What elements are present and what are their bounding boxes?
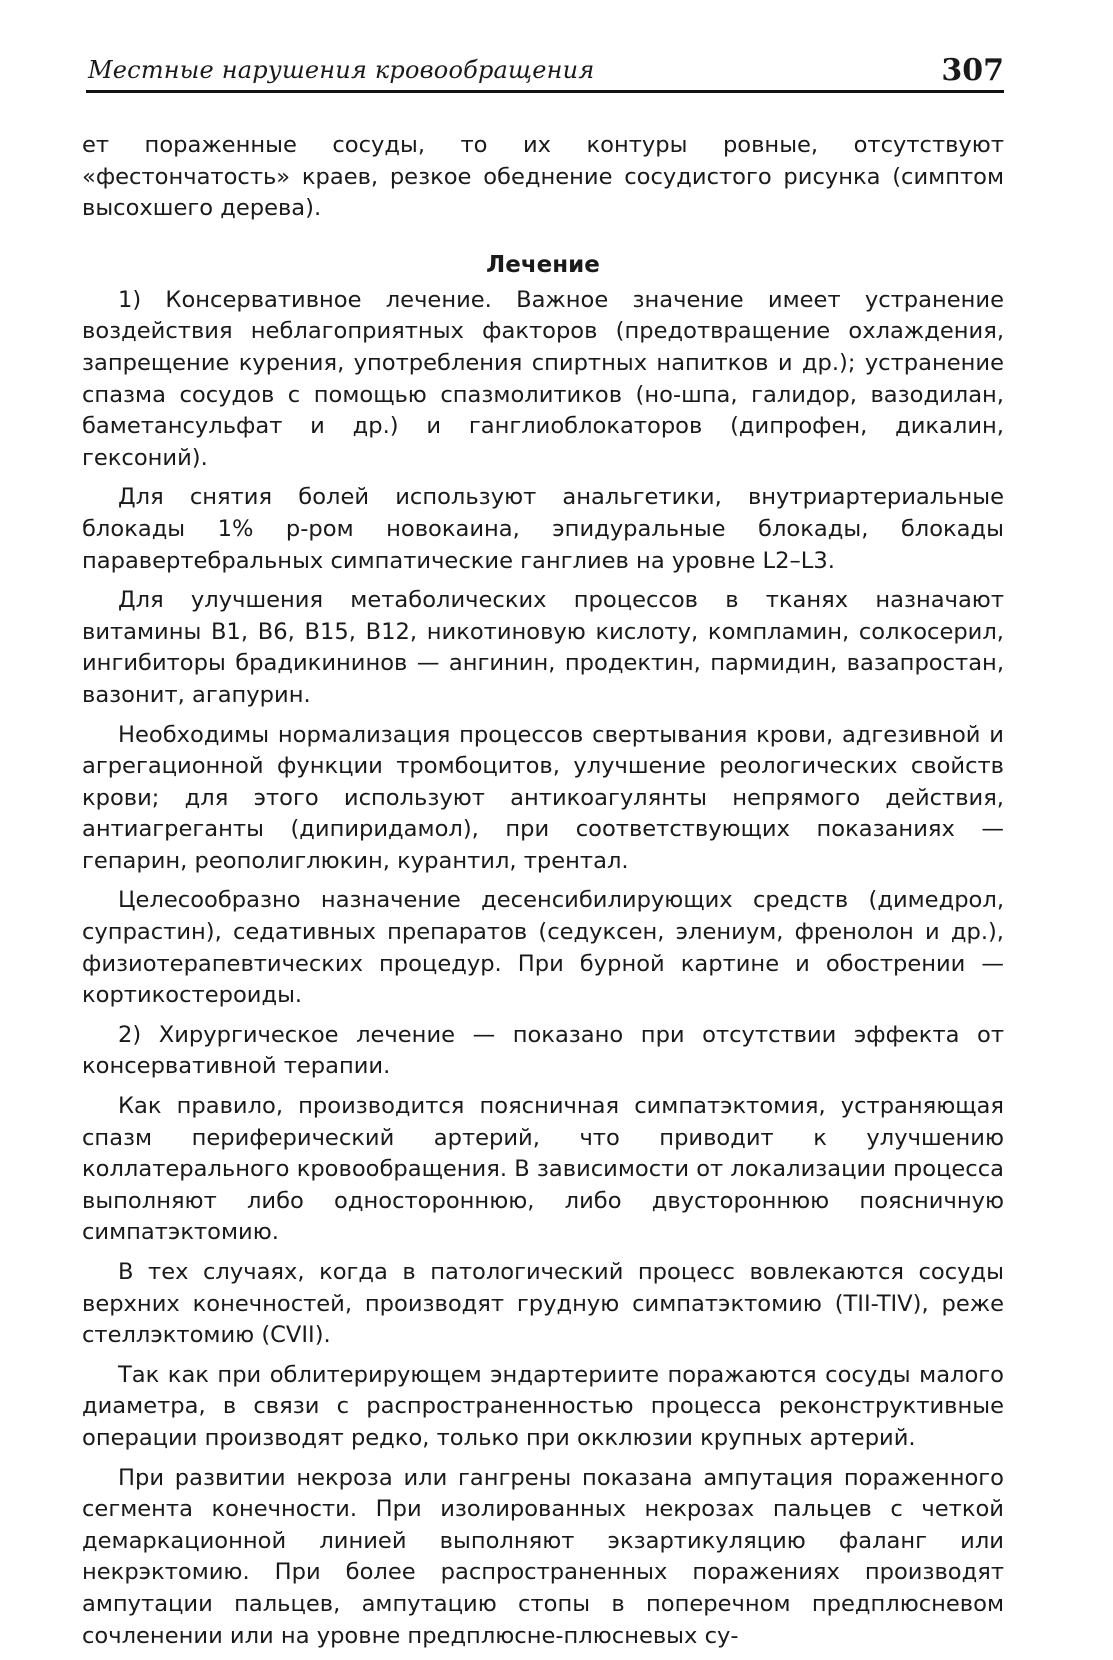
paragraph: В тех случаях, когда в патологический процесс вовлекаются сосуды верхних конечностей, производят грудную симпатэктомию (TII-TIV), реже стеллэктомию (CVII). <box>82 1259 1004 1349</box>
running-title: Местные нарушения кровообращения <box>88 56 595 84</box>
paragraph: Для улучшения метаболических процессов в тканях назначают витамины B1, B6, B15, B12, никотиновую кислоту, компламин, солкосерил, ингибиторы брадикининов — ангинин, продектин, пармидин, вазапростан, вазонит, агапурин. <box>82 587 1004 708</box>
paragraph: Целесообразно назначение десенсибилирующих средств (димедрол, супрастин), седативных препаратов (седуксен, элениум, френолон и др.), физиотерапевтических процедур. При бурной картине и обострении — кортикостероиды. <box>82 887 1004 1009</box>
paragraph: 2) Хирургическое лечение — показано при отсутствии эффекта от консервативной терапии. <box>82 1021 1004 1080</box>
paragraph-continued: ет пораженные сосуды, то их контуры ровные, отсутствуют «фестончатость» краев, резкое обеднение сосудистого рисунка (симптом высохшего дерева). <box>82 132 1004 222</box>
paragraph: 1) Консервативное лечение. Важное значение имеет устранение воздействия неблагоприятных факторов (предотвращение охлаждения, запрещение курения, употребления спиртных напитков и др.); устранение спазма сосудов с помощью спазмолитиков (но-шпа, галидор, вазодилан, баметансульфат и др.) и ганглиоблокаторов (дипрофен, дикалин, гексоний). <box>82 286 1004 471</box>
paragraph: Необходимы нормализация процессов свертывания крови, адгезивной и агрегационной функции тромбоцитов, улучшение реологических свойств крови; для этого используют антикоагулянты непрямого действия, антиагреганты (дипиридамол), при соответствующих показаниях — гепарин, реополиглюкин, курантил, трентал. <box>82 721 1004 874</box>
section-heading: Лечение <box>486 251 600 278</box>
paragraph: Как правило, производится поясничная симпатэктомия, устраняющая спазм периферический артерий, что приводит к улучшению коллатерального кровообращения. В зависимости от локализации процесса выполняют либо одностороннюю, либо двустороннюю поясничную симпатэктомию. <box>82 1093 1004 1246</box>
running-header <box>86 40 1004 93</box>
body-text <box>82 130 1004 1660</box>
paragraph: При развитии некроза или гангрены показана ампутация пораженного сегмента конечности. При изолированных некрозах пальцев с четкой демаркационной линией выполняют экзартикуляцию фаланг или некрэктомию. При более распространенных поражениях производят ампутации пальцев, ампутацию стопы в поперечном предплюсневом сочленении или на уровне предплюсне-плюсневых су- <box>82 1464 1004 1649</box>
page-number: 307 <box>941 53 1004 88</box>
paragraph: Так как при облитерирующем эндартериите поражаются сосуды малого диаметра, в связи с распространенностью процесса реконструктивные операции производят редко, только при окклюзии крупных артерий. <box>82 1361 1004 1451</box>
paragraph: Для снятия болей используют анальгетики, внутриартериальные блокады 1% р-ром новокаина, эпидуральные блокады, блокады паравертебральных симпатические ганглиев на уровне L2–L3. <box>82 484 1004 574</box>
